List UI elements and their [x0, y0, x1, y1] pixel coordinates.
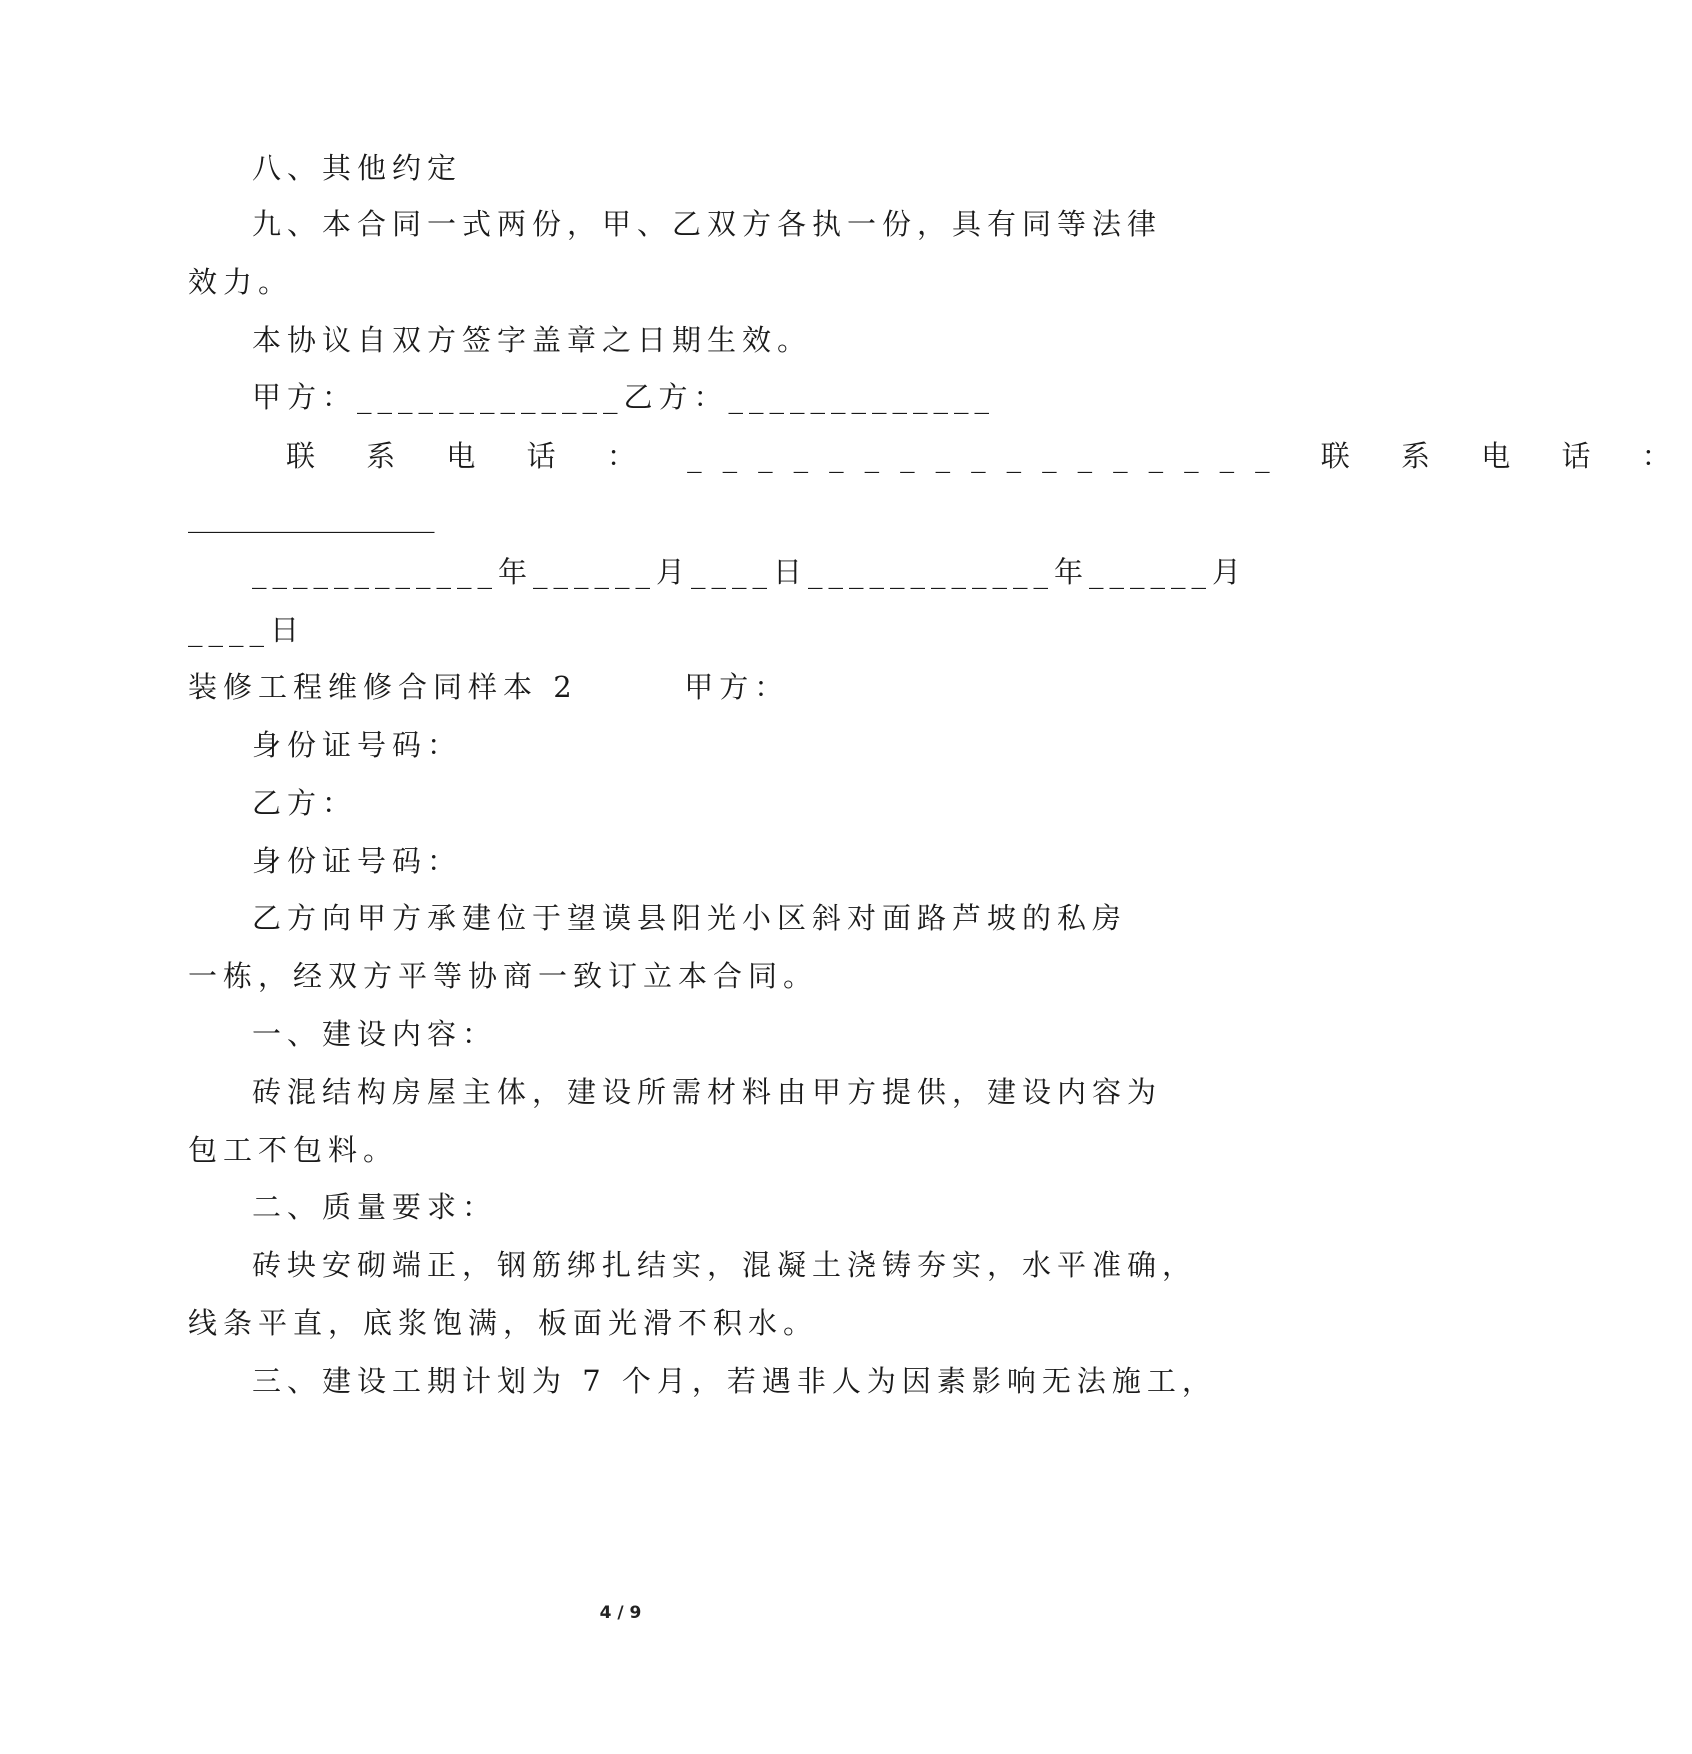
clause-2-body-continued: 线条平直，底浆饱满，板面光滑不积水。 — [188, 1306, 819, 1340]
clause-8-other-agreements: 八、其他约定 — [252, 151, 463, 185]
date-line: ____________年______月____日____________年______月 — [252, 555, 1248, 589]
clause-1-body: 砖混结构房屋主体，建设所需材料由甲方提供，建设内容为 — [252, 1075, 1163, 1109]
contract-intro-continued: 一栋，经双方平等协商一致订立本合同。 — [188, 959, 819, 993]
party-signature-line: 甲方：_____________乙方：_____________ — [252, 380, 996, 414]
party-b-id-number: 身份证号码： — [252, 844, 463, 878]
contact-phone-blank: _________________ — [188, 499, 435, 533]
contact-phone-line: 联 系 电 话 ： _________________ 联 系 电 话 ： — [286, 439, 1692, 473]
contract-intro: 乙方向甲方承建位于望谟县阳光小区斜对面路芦坡的私房 — [252, 901, 1128, 935]
clause-9-copies: 九、本合同一式两份，甲、乙双方各执一份，具有同等法律 — [252, 207, 1163, 241]
clause-3-body: 三、建设工期计划为 7 个月，若遇非人为因素影响无法施工， — [252, 1364, 1217, 1398]
page-number: 4 / 9 — [599, 1603, 642, 1623]
effective-statement: 本协议自双方签字盖章之日期生效。 — [252, 323, 813, 357]
date-line-continued: ____日 — [188, 613, 306, 647]
clause-9-copies-continued: 效力。 — [188, 265, 294, 299]
clause-1-heading: 一、建设内容： — [252, 1017, 498, 1051]
clause-2-body: 砖块安砌端正，钢筋绑扎结实，混凝土浇铸夯实，水平准确， — [252, 1248, 1198, 1282]
section-title-sample-2: 装修工程维修合同样本 2 甲方： — [188, 670, 790, 704]
party-a-id-number: 身份证号码： — [252, 728, 463, 762]
party-b-label: 乙方： — [252, 786, 358, 820]
clause-1-body-continued: 包工不包料。 — [188, 1133, 399, 1167]
clause-2-heading: 二、质量要求： — [252, 1190, 498, 1224]
